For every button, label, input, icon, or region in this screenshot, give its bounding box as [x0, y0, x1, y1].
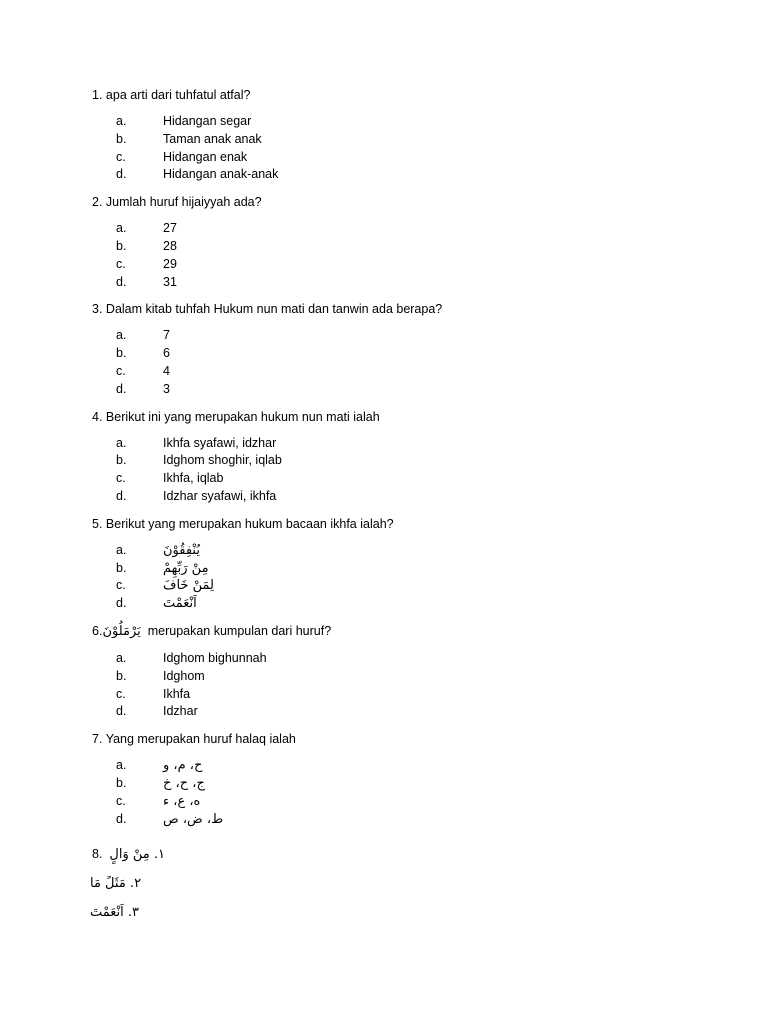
question-1 [92, 86, 712, 184]
question-5 [92, 515, 712, 613]
arabic-item: ١. مِنْ وَالٍ [109, 847, 165, 862]
option-letter: d. [116, 704, 127, 719]
option-b [92, 131, 712, 149]
option-list [92, 757, 712, 828]
option-d [92, 703, 712, 721]
option-letter: a. [116, 328, 127, 343]
question-text [92, 515, 712, 533]
option-text: Taman anak anak [163, 131, 262, 146]
question-8-line-2 [90, 869, 492, 898]
option-text: Ikhfa syafawi, idzhar [163, 435, 277, 450]
option-arabic-text: ه، ع، ء [163, 793, 201, 809]
option-list [92, 327, 712, 398]
option-text: Hidangan enak [163, 149, 248, 164]
option-a [92, 757, 712, 775]
question-text [92, 86, 712, 104]
question-label: Berikut ini yang merupakan hukum nun mati ialah [105, 409, 380, 424]
option-b [92, 775, 712, 793]
option-text: Idghom [163, 668, 205, 683]
option-letter: a. [116, 542, 127, 557]
option-text: 29 [163, 256, 177, 271]
option-letter: d. [116, 488, 127, 503]
option-letter: b. [116, 131, 127, 146]
question-label: Dalam kitab tuhfah Hukum nun mati dan tanwin ada berapa? [105, 302, 443, 317]
arabic-item: ٢. مَثَلً مَا [90, 876, 142, 891]
option-letter: d. [116, 381, 127, 396]
question-number: 4. [92, 409, 103, 424]
option-letter: a. [116, 221, 127, 236]
option-letter: b. [116, 560, 127, 575]
option-b [92, 238, 712, 256]
question-number: 5. [92, 516, 103, 531]
option-a [92, 542, 712, 560]
option-letter: c. [116, 578, 126, 593]
option-letter: b. [116, 668, 127, 683]
option-list [92, 542, 712, 613]
option-arabic-text: اَنْعَمْتَ [163, 596, 197, 612]
option-text: Idghom shoghir, iqlab [163, 453, 282, 468]
option-d [92, 595, 712, 613]
option-arabic-text: مِنْ رَبِّهِمْ [163, 560, 209, 576]
option-d [92, 381, 712, 399]
option-letter: c. [116, 686, 126, 701]
option-letter: d. [116, 596, 127, 611]
option-text: Idzhar syafawi, ikhfa [163, 488, 277, 503]
question-7 [92, 730, 712, 828]
option-letter: c. [116, 793, 126, 808]
option-c [92, 363, 712, 381]
option-text: Ikhfa [163, 686, 191, 701]
option-d [92, 811, 712, 829]
question-number: 3. [92, 302, 103, 317]
option-a [92, 435, 712, 453]
option-text: 6 [163, 346, 170, 361]
question-arabic-word: يَرْمَلُوْنَ [102, 623, 141, 639]
option-text: Idzhar [163, 704, 198, 719]
option-b [92, 452, 712, 470]
option-text: Idghom bighunnah [163, 650, 267, 665]
option-c [92, 686, 712, 704]
question-label: apa arti dari tuhfatul atfal? [105, 88, 251, 102]
option-list [92, 435, 712, 506]
option-text: Hidangan anak-anak [163, 167, 279, 182]
option-d [92, 274, 712, 292]
option-text: 31 [163, 274, 177, 289]
option-text: 28 [163, 238, 177, 253]
option-list [92, 113, 712, 184]
option-a [92, 220, 712, 238]
question-number: 6. [92, 623, 103, 638]
option-b [92, 345, 712, 363]
question-label: Berikut yang merupakan hukum bacaan ikhfa ialah? [105, 516, 394, 531]
option-arabic-text: ط، ض، ص [163, 811, 224, 827]
question-text [92, 193, 712, 211]
option-a [92, 650, 712, 668]
option-d [92, 166, 712, 184]
option-letter: b. [116, 238, 127, 253]
option-text: 4 [163, 363, 170, 378]
question-number: 8. [92, 847, 103, 861]
question-number: 1. [92, 88, 103, 102]
question-text [92, 730, 712, 748]
question-label: Yang merupakan huruf halaq ialah [105, 732, 296, 747]
option-c [92, 470, 712, 488]
option-text: 3 [163, 381, 170, 396]
quiz-list [92, 86, 712, 837]
question-8-line-1 [92, 840, 492, 869]
option-letter: b. [116, 346, 127, 361]
question-label: Jumlah huruf hijaiyyah ada? [105, 195, 262, 210]
option-text: Hidangan segar [163, 114, 252, 128]
question-3 [92, 300, 712, 398]
question-text [92, 408, 712, 426]
option-list [92, 650, 712, 721]
option-c [92, 256, 712, 274]
question-2 [92, 193, 712, 291]
question-number: 7. [92, 732, 103, 747]
option-letter: c. [116, 149, 126, 164]
option-d [92, 488, 712, 506]
option-c [92, 149, 712, 167]
option-arabic-text: لِمَنْ خَافَ [163, 578, 214, 594]
option-arabic-text: يُنْفِقُوْنَ [163, 542, 200, 558]
option-a [92, 113, 712, 131]
question-8 [92, 840, 492, 927]
option-letter: c. [116, 256, 126, 271]
option-letter: b. [116, 453, 127, 468]
question-label: merupakan kumpulan dari huruf? [147, 623, 332, 638]
question-4 [92, 408, 712, 506]
option-text: 27 [163, 221, 177, 236]
option-arabic-text: ج، ح، خ [163, 775, 205, 791]
question-6 [92, 622, 712, 721]
option-letter: d. [116, 274, 127, 289]
option-letter: b. [116, 775, 127, 790]
option-b [92, 560, 712, 578]
question-text [92, 300, 712, 318]
question-number: 2. [92, 195, 103, 210]
option-list [92, 220, 712, 291]
option-letter: a. [116, 758, 127, 773]
option-c [92, 577, 712, 595]
option-text: Ikhfa, iqlab [163, 471, 224, 486]
option-letter: a. [116, 650, 127, 665]
option-letter: d. [116, 811, 127, 826]
option-c [92, 793, 712, 811]
option-letter: c. [116, 471, 126, 486]
option-text: 7 [163, 328, 170, 343]
question-8-line-3 [90, 898, 492, 927]
option-b [92, 668, 712, 686]
question-text [92, 622, 712, 641]
option-letter: d. [116, 167, 127, 182]
arabic-item: ٣. اَنْعَمْتَ [90, 905, 140, 920]
option-letter: c. [116, 363, 126, 378]
option-a [92, 327, 712, 345]
option-letter: a. [116, 435, 127, 450]
option-arabic-text: ح، م، و [163, 758, 203, 774]
option-letter: a. [116, 114, 127, 128]
